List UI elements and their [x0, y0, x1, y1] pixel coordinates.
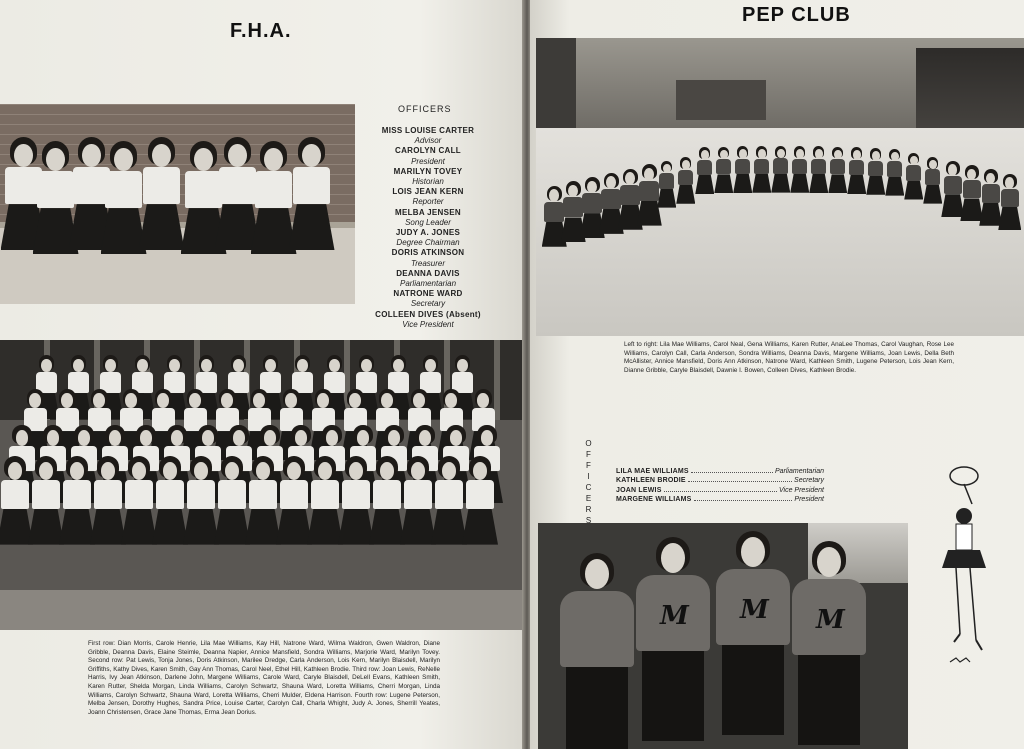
house: [676, 80, 766, 120]
face: [152, 144, 170, 167]
face: [189, 393, 201, 408]
blouse: [849, 160, 864, 175]
face: [225, 462, 239, 480]
face: [481, 430, 494, 446]
face: [357, 430, 370, 446]
face: [221, 393, 233, 408]
face: [720, 150, 728, 160]
pep-officer-row: [616, 484, 824, 494]
blouse: [219, 167, 256, 204]
blouse: [218, 480, 247, 509]
blouse: [156, 480, 185, 509]
pep-officer-name: MARGENE WILLIAMS: [616, 496, 692, 503]
blouse: [944, 176, 962, 194]
blouse: [249, 480, 278, 509]
blouse: [187, 480, 216, 509]
blouse: [601, 189, 621, 209]
leader-dots: [688, 481, 792, 482]
fha-officers-photo: [0, 104, 355, 304]
pep-officer-name: JOAN LEWIS: [616, 486, 662, 494]
face: [349, 393, 361, 408]
face: [450, 430, 463, 446]
leader-dots: [664, 491, 777, 492]
face: [82, 144, 100, 167]
blouse: [63, 480, 92, 509]
blouse: [678, 170, 693, 185]
pep-officers-list: [616, 465, 824, 503]
face: [411, 462, 425, 480]
vertical-letter: R: [585, 505, 593, 514]
blouse: [716, 159, 731, 174]
officer-role: President: [411, 156, 445, 166]
skirt: [183, 509, 219, 545]
sweater: [560, 591, 634, 667]
face: [317, 393, 329, 408]
face: [46, 148, 64, 171]
face: [682, 160, 690, 170]
blouse: [754, 159, 769, 174]
pep-officers-vertical-heading: [583, 438, 595, 526]
officer-role: Treasurer: [410, 258, 446, 268]
skirt: [59, 509, 95, 545]
face: [457, 359, 467, 372]
blouse: [466, 480, 495, 509]
officer-role: Vice President: [402, 319, 454, 329]
face: [233, 430, 246, 446]
face: [381, 393, 393, 408]
face: [93, 393, 105, 408]
skirt: [0, 509, 33, 545]
blouse: [792, 159, 807, 174]
fha-title: F.H.A.: [230, 20, 292, 42]
leader-dots: [691, 472, 773, 473]
face: [264, 430, 277, 446]
face: [105, 359, 115, 372]
face: [194, 462, 208, 480]
skirt: [245, 509, 281, 545]
face: [872, 151, 880, 161]
officer-name: COLLEEN DIVES (Absent): [375, 309, 481, 319]
blouse: [963, 180, 981, 198]
face: [114, 148, 132, 171]
face: [78, 430, 91, 446]
skirt: [462, 509, 498, 545]
face: [661, 543, 685, 573]
skirt: [90, 509, 126, 545]
right-yearbook-page: [530, 0, 1024, 749]
skirt: [369, 509, 405, 545]
face: [61, 393, 73, 408]
face: [445, 393, 457, 408]
officer-name: CAROLYN CALL: [395, 146, 461, 156]
face: [16, 430, 29, 446]
vertical-letter: E: [585, 494, 593, 503]
skirt: [276, 509, 312, 545]
officer-name: DORIS ATKINSON: [391, 248, 465, 258]
face: [253, 393, 265, 408]
face: [201, 359, 211, 372]
face: [302, 144, 320, 167]
pep-officer-row: [616, 475, 824, 485]
pep-officer-name: KATHLEEN BRODIE: [616, 477, 686, 484]
face: [380, 462, 394, 480]
face: [265, 359, 275, 372]
face: [388, 430, 401, 446]
blouse: [280, 480, 309, 509]
officer-name: MARILYN TOVEY: [393, 166, 463, 176]
face: [233, 359, 243, 372]
face: [413, 393, 425, 408]
officer-role: Parliamentarian: [399, 279, 457, 289]
face: [701, 150, 709, 160]
vertical-letter: C: [585, 483, 593, 492]
face: [663, 164, 671, 174]
face: [125, 393, 137, 408]
face: [169, 359, 179, 372]
pep-officer-name: LILA MAE WILLIAMS: [616, 467, 689, 475]
face: [585, 559, 609, 589]
pep-officer-role: Secretary: [794, 477, 824, 484]
blouse: [435, 480, 464, 509]
face: [549, 189, 559, 202]
face: [163, 462, 177, 480]
officer-role: Degree Chairman: [396, 238, 460, 248]
ground: [0, 590, 524, 630]
face: [929, 160, 937, 170]
pep-line-caption: Left to right: Lila Mae Williams, Carol Neal, Gena Williams, Karen Rutter, AnaLee Thomas, Carol Vaughan, Rose Lee Williams, Carolyn Call, Carla Anderson, Sondra Williams, Deanna Davis, Margene Williams, Joan Lewis, Della Beth McAllister, Annice Mansfield, Doris Ann Atkinson, Natrone Ward, Kathleen Smith, Lugene Peterson, Lois Jean Kern, Dianne Gribble, Caryle Blaisdell, Dawnie I. Bowen, Colleen Dives, Kathleen Brodie.: [624, 341, 954, 374]
blouse: [773, 158, 788, 173]
skirt: [798, 655, 860, 745]
face: [318, 462, 332, 480]
blouse: [735, 159, 750, 174]
face: [741, 537, 765, 567]
blouse: [143, 167, 180, 204]
face: [101, 462, 115, 480]
face: [256, 462, 270, 480]
blouse: [887, 161, 902, 176]
blouse: [582, 193, 602, 213]
blouse: [925, 169, 940, 184]
blouse: [620, 185, 640, 205]
face: [132, 462, 146, 480]
skirt: [121, 509, 157, 545]
face: [853, 150, 861, 160]
face: [442, 462, 456, 480]
face: [14, 144, 32, 167]
blouse: [293, 167, 330, 204]
face: [137, 359, 147, 372]
skirt: [28, 509, 64, 545]
officer-role: Reporter: [412, 197, 444, 207]
face: [157, 393, 169, 408]
sweater-letter: M: [816, 605, 845, 635]
face: [29, 393, 41, 408]
officer-name: MELBA JENSEN: [395, 207, 461, 217]
fha-group-caption: First row: Dian Morris, Carole Henrie, Lila Mae Williams, Kay Hill, Natrone Ward, Wilma Waldron, Gwen Waldron, Diane Gribble, Deanna Davis, Elaine Steimle, Deanna Napier, Annice Mansfield, Sondra Williams, Marjorie Ward, Marilyn Tovey. Second row: Pat Lewis, Tonja Jones, Doris Atkinson, Marilee Dredge, Carla Anderson, Lois Kern, Marilyn Blaisdell, Marilyn Griffiths, Kathy Dives, Karen Smith, Gay Ann Thomas, Carol Neel, Ethel Hill, Kathleen Brodie. Third row: Joan Lewis, ReNelle Harris, Ivy Jean Atkinson, Darlene John, Margene Williams, Carole Ward, Caryle Blaisdell, DeLell Evans, Kathleen Smith, Karen Rutter, Shelda Morgan, Linda Williams, Carolyn Schwartz, Shauna Ward, Loretta Williams, Cherri Morgan, Linda Williams, Carolyn Schwartz, Shauna Ward, Loretta Williams, Cherri Mulder, Eldena Harrison. Fourth row: Lugene Peterson, Melba Jensen, Dorothy Hughes, Sandra Price, Louise Carter, Carolyn Call, Charla Whight, Judy A. Jones, Sherrill Yeates, Joann Christensen, Grace Jane Thomas, Erma Jean Dorius.: [88, 640, 440, 716]
vertical-letter: S: [585, 516, 593, 525]
sweater-letter: M: [660, 601, 689, 631]
face: [171, 430, 184, 446]
blouse: [563, 197, 583, 217]
face: [329, 359, 339, 372]
blouse: [982, 184, 1000, 202]
skirt: [307, 509, 343, 545]
face: [473, 462, 487, 480]
vertical-letter: O: [585, 439, 593, 448]
blouse: [906, 165, 921, 180]
vertical-letter: F: [586, 450, 592, 459]
fha-group-photo: [0, 340, 524, 630]
face: [8, 462, 22, 480]
blouse: [659, 173, 674, 188]
officer-name: NATRONE WARD: [393, 289, 463, 299]
officer-name: MISS LOUISE CARTER: [381, 126, 475, 135]
blouse: [1, 480, 30, 509]
blouse: [697, 160, 712, 175]
face: [739, 149, 747, 159]
face: [140, 430, 153, 446]
blouse: [639, 181, 659, 201]
face: [796, 149, 804, 159]
blouse: [37, 171, 74, 208]
skirt: [431, 509, 467, 545]
face: [194, 148, 212, 171]
face: [361, 359, 371, 372]
face: [817, 547, 841, 577]
pep-officer-role: Parliamentarian: [774, 467, 824, 475]
skirt: [152, 509, 188, 545]
face: [47, 430, 60, 446]
fha-officers-list: [370, 126, 486, 330]
blouse: [342, 480, 371, 509]
blouse: [868, 161, 883, 176]
blouse: [105, 171, 142, 208]
skirt: [400, 509, 436, 545]
officers-heading: OFFICERS: [398, 104, 452, 114]
face: [834, 150, 842, 160]
officer-role: Secretary: [410, 299, 446, 309]
face: [349, 462, 363, 480]
blouse: [255, 171, 292, 208]
face: [39, 462, 53, 480]
pep-officer-row: [616, 494, 824, 504]
face: [326, 430, 339, 446]
pep-club-line-photo: [536, 38, 1024, 336]
officer-role: Song Leader: [405, 217, 451, 227]
pep-club-title: PEP CLUB: [742, 4, 851, 26]
blouse: [1001, 189, 1019, 207]
blouse: [32, 480, 61, 509]
building-left: [536, 38, 576, 138]
face: [625, 172, 635, 185]
blouse: [125, 480, 154, 509]
officer-name: LOIS JEAN KERN: [392, 187, 464, 197]
leader-dots: [694, 500, 793, 501]
skirt: [214, 509, 250, 545]
vertical-letter: I: [587, 472, 591, 481]
face: [644, 168, 654, 181]
face: [264, 148, 282, 171]
pep-officer-row: [616, 465, 824, 475]
sweater-letter: M: [740, 595, 769, 625]
face: [109, 430, 122, 446]
face: [477, 393, 489, 408]
skirt: [722, 645, 784, 735]
vertical-letter: F: [586, 461, 592, 470]
blouse: [94, 480, 123, 509]
officer-name: JUDY A. JONES: [395, 228, 461, 238]
face: [41, 359, 51, 372]
face: [285, 393, 297, 408]
face: [910, 156, 918, 166]
officer-name: DEANNA DAVIS: [396, 268, 460, 278]
blouse: [373, 480, 402, 509]
face: [891, 152, 899, 162]
skirt: [338, 509, 374, 545]
cheerleader-drawing: [936, 464, 1006, 674]
face: [287, 462, 301, 480]
blouse: [311, 480, 340, 509]
pep-officers-photo: [538, 523, 908, 749]
skirt: [642, 651, 704, 741]
blouse: [811, 159, 826, 174]
megaphone-icon: [950, 467, 978, 485]
face: [815, 149, 823, 159]
face: [425, 359, 435, 372]
face: [70, 462, 84, 480]
figure-skirt: [942, 550, 986, 568]
face: [295, 430, 308, 446]
face: [1005, 177, 1014, 189]
officer-role: Advisor: [414, 136, 442, 146]
officer-role: Historian: [412, 177, 444, 187]
figure-head: [956, 508, 972, 524]
face: [758, 149, 766, 159]
face: [393, 359, 403, 372]
blouse: [830, 159, 845, 174]
skirt: [566, 667, 628, 749]
blouse: [185, 171, 222, 208]
face: [777, 149, 785, 159]
pep-officer-role: Vice President: [778, 486, 824, 494]
face: [228, 144, 246, 167]
face: [297, 359, 307, 372]
face: [202, 430, 215, 446]
blouse: [544, 202, 564, 222]
blouse: [404, 480, 433, 509]
face: [419, 430, 432, 446]
face: [73, 359, 83, 372]
pep-officer-role: President: [794, 496, 824, 503]
